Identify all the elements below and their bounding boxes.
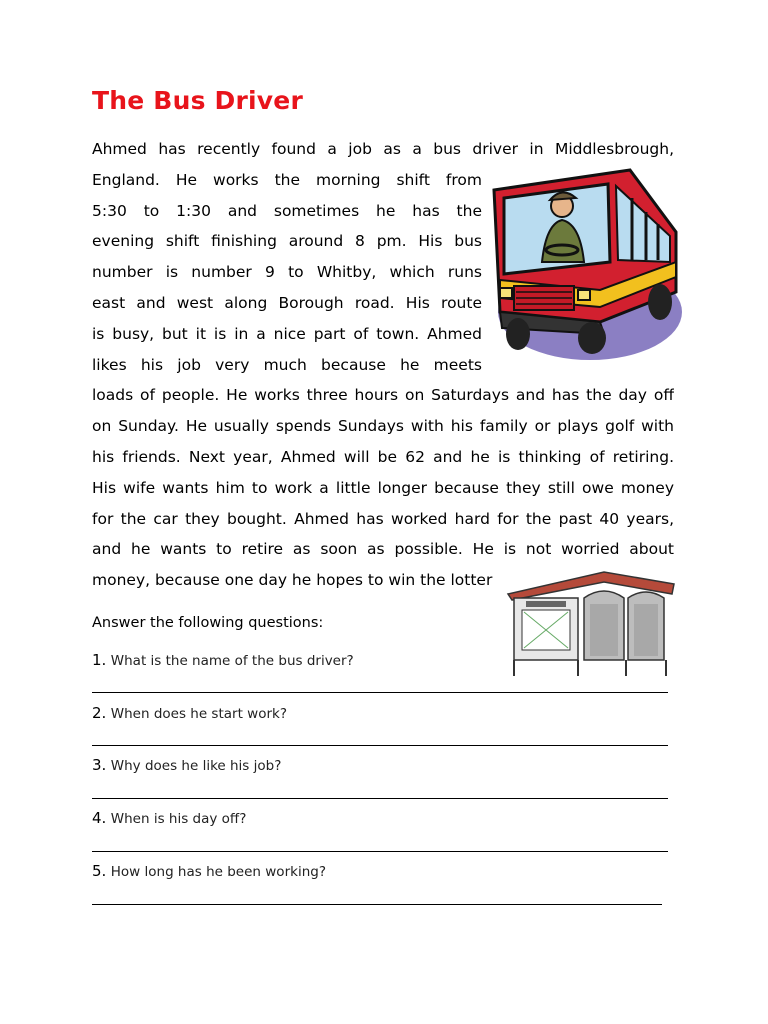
answer-line[interactable] [92,904,662,905]
story-line: evening shift finishing around 8 pm. His bus [92,232,482,251]
story-line: His wife wants him to work a little longer because they still owe money [92,478,674,497]
story-line: his friends. Next year, Ahmed will be 62 and he is thinking of retiring. [92,447,674,466]
answer-line[interactable] [92,692,668,693]
answer-line[interactable] [92,798,668,799]
question-4 [92,809,246,827]
story-line: and he wants to retire as soon as possible. He is not worried about [92,540,674,559]
worksheet-title: The Bus Driver [92,86,303,115]
answer-line[interactable] [92,745,668,746]
story-line: 5:30 to 1:30 and sometimes he has the [92,201,482,220]
story-line: is busy, but it is in a nice part of town. Ahmed [92,324,482,343]
question-5 [92,862,326,880]
question-text: How long has he been working? [110,864,326,880]
story-line: number is number 9 to Whitby, which runs [92,263,482,282]
question-3 [92,756,281,774]
story-line: likes his job very much because he meets [92,355,482,374]
question-text: When is his day off? [110,811,247,827]
question-2 [92,704,287,722]
story-line: east and west along Borough road. His route [92,293,482,312]
bus-illustration [480,162,686,362]
story-line: Ahmed has recently found a job as a bus driver in Middlesbrough, [92,140,674,158]
questions-heading: Answer the following questions: [92,615,324,631]
story-line: for the car they bought. Ahmed has worked hard for the past 40 years, [92,509,674,528]
question-number: 1. [92,651,107,669]
story-line: on Sunday. He usually spends Sundays with his family or plays golf with [92,417,674,436]
story-line: England. He works the morning shift from [92,170,482,189]
question-text: When does he start work? [110,706,288,722]
bus-shelter-illustration [504,568,676,678]
question-number: 5. [92,862,107,880]
story-line: loads of people. He works three hours on Saturdays and has the day off [92,386,674,405]
question-number: 2. [92,704,107,722]
story-line: money, because one day he hopes to win the lotter [92,571,493,590]
answer-line[interactable] [92,851,668,852]
question-text: What is the name of the bus driver? [110,653,354,669]
question-number: 3. [92,756,107,774]
question-text: Why does he like his job? [110,758,282,774]
question-1 [92,651,354,669]
question-number: 4. [92,809,107,827]
